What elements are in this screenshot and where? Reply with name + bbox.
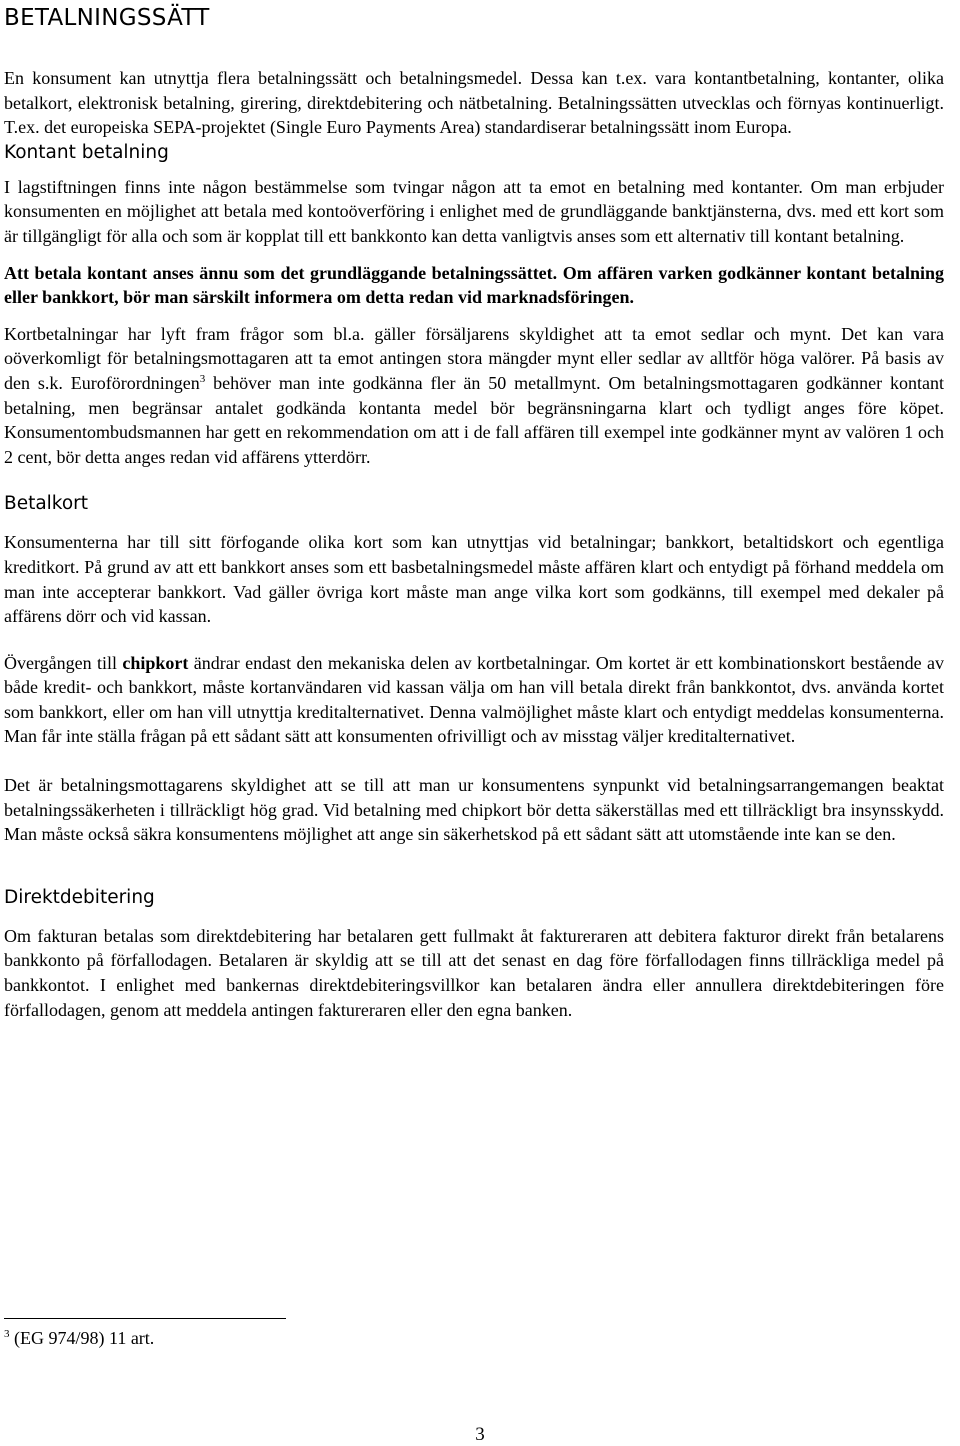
betalkort-p2-part-b: ändrar endast den mekaniska delen av kortbetalningar. Om kortet är ett kombinationskort bestående av både kredit- och bankkort, måste kortanvändaren vid kassan välja om han vill betala direkt från bankkontot, dvs. använda kortet som bankkort, eller om han vill utnyttja kreditalternativet. Denna valmöjlighet måste klart och entydigt meddelas konsumenterna. Man får inte ställa frågan på ett sådant sätt att konsumenten ofrivilligt och av misstag väljer kreditalternativet.	[4, 652, 944, 747]
footnote-reference: 3	[199, 372, 206, 385]
section-heading-direktdebitering: Direktdebitering	[4, 886, 155, 908]
betalkort-paragraph-1: Konsumenterna har till sitt förfogande olika kort som kan utnyttjas vid betalningar; bankkort, betaltidskort och egentliga kreditkort. På grund av att ett bankkort anses som ett basbetalningsmedel måste affären klart och entydigt på förhand meddela om man inte accepterar bankkort. Vad gäller övriga kort måste man ange vilka kort som godkänns, till exempel med dekaler på affärens dörr och vid kassan.	[4, 532, 944, 627]
footnote	[4, 1326, 154, 1350]
kontant-paragraph-2-bold: Att betala kontant anses ännu som det grundläggande betalningssättet. Om affären varken godkänner kontant betalning eller bankkort, bör man särskilt informera om detta redan vid marknadsföringen.	[4, 262, 944, 308]
chipkort-term: chipkort	[122, 652, 189, 673]
kontant-p3-part-a: Kortbetalningar har lyft fram frågor som bl.a. gäller försäljarens skyldighet att ta emot sedlar och mynt. Det kan vara oöverkomligt för betalningsmottagaren att ta emot antingen stora mängder mynt eller sedlar av alltför höga valörer. På basis av den s.k. Euroförordningen	[4, 323, 944, 393]
document-page	[4, 0, 944, 1022]
betalkort-p2-part-a: Övergången till	[4, 652, 123, 673]
kontant-p3-part-b: behöver man inte godkänna fler än 50 metallmynt. Om betalningsmottagaren godkänner kontant betalning, men begränsar antalet godkända kontanta medel bör begränsningarna klart och tydligt anges före köpet. Konsumentombudsmannen har gett en rekommendation om att i de fall affären till exempel inte godkänner mynt av valören 1 och 2 cent, bör detta anges redan vid affärens ytterdörr.	[4, 372, 944, 467]
direktdebitering-paragraph-1: Om fakturan betalas som direktdebitering har betalaren gett fullmakt åt faktureraren att debitera fakturor direkt från betalarens bankkonto på förfallodagen. Betalaren är skyldig att se till att det senast en dag före förfallodagen finns tillräckliga medel på bankkontot. I enlighet med bankernas direktdebiteringsvillkor kan betalaren ändra eller annullera direktdebiteringen före förfallodagen, genom att meddela antingen faktureraren eller den egna banken.	[4, 925, 944, 1020]
betalkort-paragraph-3: Det är betalningsmottagarens skyldighet att se till att man ur konsumentens synpunkt vid betalningsarrangemangen beaktat betalningssäkerheten i tillräckligt hög grad. Vid betalning med chipkort bör detta säkerställas med ett tillräckligt bra insynsskydd. Man måste också säkra konsumentens möjlighet att ange sin säkerhetskod på ett sådant sätt att utomstående inte kan se den.	[4, 775, 944, 845]
kontant-paragraph-3	[4, 322, 944, 470]
footnote-divider	[4, 1318, 286, 1319]
footnote-number: 3	[4, 1328, 10, 1340]
kontant-paragraph-1: I lagstiftningen finns inte någon bestämmelse som tvingar någon att ta emot en betalning med kontanter. Om man erbjuder konsumenten en möjlighet att betala med kontoöverföring i enlighet med de grundläggande banktjänsterna, dvs. med ett kort som är tillgängligt för alla och som är kopplat till ett bankkonto kan detta vanligtvis anses som ett alternativ till kontant betalning.	[4, 176, 944, 246]
betalkort-paragraph-2	[4, 651, 944, 749]
page-number: 3	[475, 1424, 485, 1445]
section-heading-kontant: Kontant betalning	[4, 141, 169, 163]
section-heading-betalkort: Betalkort	[4, 493, 89, 515]
page-title: BETALNINGSSÄTT	[4, 5, 210, 31]
footnote-text: (EG 974/98) 11 art.	[9, 1328, 155, 1348]
intro-paragraph: En konsument kan utnyttja flera betalningssätt och betalningsmedel. Dessa kan t.ex. vara kontantbetalning, kontanter, olika betalkort, elektronisk betalning, girering, direktdebitering och nätbetalning. Betalningssätten utvecklas och förnyas kontinuerligt. T.ex. det europeiska SEPA-projektet (Single Euro Payments Area) standardiserar betalningssätt inom Europa.	[4, 68, 944, 138]
